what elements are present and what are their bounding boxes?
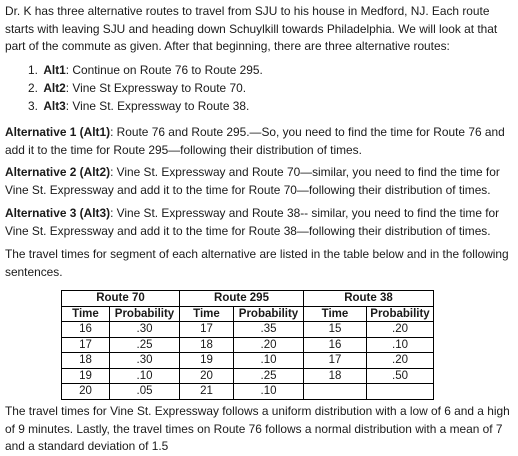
column-header: Probability <box>367 306 434 322</box>
closing-paragraph: The travel times for Vine St. Expressway follows a uniform distribution with a low of 6 and a high of 9 minutes. Lastly, the travel times on Route 76 follows a normal distribution with a mean of 7 and a standard deviation of 1.5 <box>5 404 510 453</box>
column-header: Time <box>304 306 367 322</box>
travel-times-table <box>61 290 434 400</box>
column-header: Probability <box>234 306 304 322</box>
column-header: Time <box>62 306 110 322</box>
route-item: 2. Alt2: Vine St Expressway to Route 70. <box>28 81 246 95</box>
column-header: Time <box>180 306 234 322</box>
table-row: 18 .30 19 .10 17 .20 <box>62 353 434 369</box>
table-row: 20 .05 21 .10 <box>62 384 434 400</box>
intro-line: part of the commute as given. After that beginning, there are three alternative routes: <box>5 39 450 53</box>
alternative-label: Alternative 2 (Alt2) <box>5 165 111 179</box>
route-70-header: Route 70 <box>62 291 180 307</box>
table-column-header-row <box>62 306 434 322</box>
intro-paragraph <box>5 3 513 56</box>
table-row: 16 .30 17 .35 15 .20 <box>62 322 434 338</box>
table-group-header-row <box>62 291 434 307</box>
route-38-header: Route 38 <box>304 291 434 307</box>
route-item: 3. Alt3: Vine St. Expressway to Route 38. <box>28 99 250 113</box>
alternative-1-paragraph: Alternative 1 (Alt1): Route 76 and Route 295.—So, you need to find the time for Route 76 and add it to the time for Route 295—following their distribution of times. <box>5 125 505 157</box>
route-list <box>0 62 263 116</box>
route-item: 1. Alt1: Continue on Route 76 to Route 295. <box>28 63 263 77</box>
alternative-label: Alternative 1 (Alt1) <box>5 125 111 139</box>
alternative-3-paragraph: Alternative 3 (Alt3): Vine St. Expressway and Route 38-- similar, you need to find the time for Vine St. Expressway and add it to the time for Route 38—following their distribution of times. <box>5 206 500 238</box>
intro-line: starts with leaving SJU and heading down Schuylkill towards Philadelphia. We will look at that <box>5 21 498 36</box>
intro-line: Dr. K has three alternative routes to travel from SJU to his house in Medford, NJ. Each route <box>5 4 490 18</box>
column-header: Probability <box>110 306 180 322</box>
route-295-header: Route 295 <box>180 291 304 307</box>
table-row: 19 .10 20 .25 18 .50 <box>62 368 434 384</box>
alternative-label: Alternative 3 (Alt3) <box>5 206 111 220</box>
table-row: 17 .25 18 .20 16 .10 <box>62 337 434 353</box>
alternative-2-paragraph: Alternative 2 (Alt2): Vine St. Expressway and Route 70—similar, you need to find the time for Vine St. Expressway and add it to the time for Route 70—following their distribution of times. <box>5 165 500 197</box>
table-intro-paragraph: The travel times for segment of each alternative are listed in the table below and in the following sentences. <box>5 247 509 279</box>
